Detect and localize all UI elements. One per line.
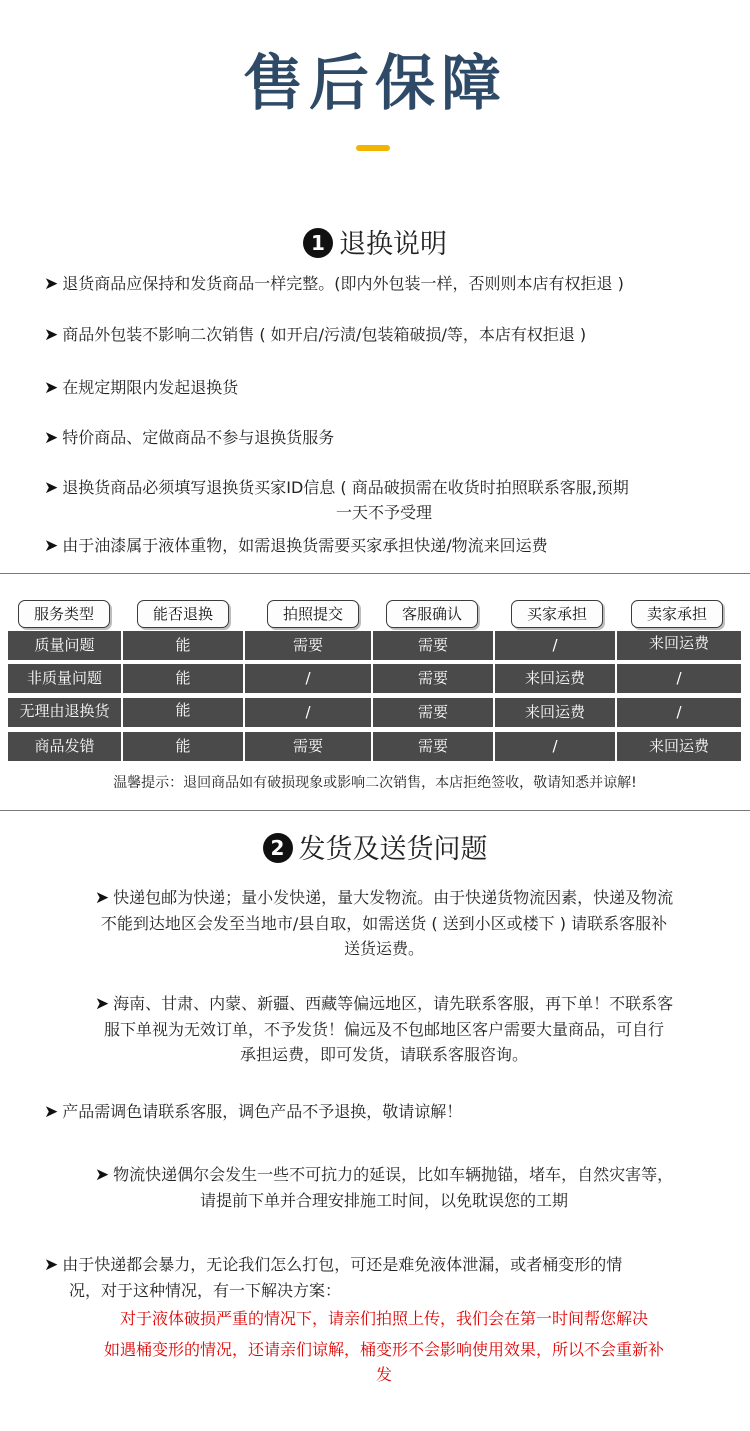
table-cell: / xyxy=(617,664,741,693)
table-cell: 来回运费 xyxy=(495,698,615,727)
arrow-icon: ➤ xyxy=(44,428,59,448)
section2-heading xyxy=(0,827,750,866)
table-header-returnable: 能否退换 xyxy=(137,600,229,628)
table-cell: 商品发错 xyxy=(8,732,121,761)
section1-bullet-5-continued: 一天不予受理 xyxy=(335,503,432,522)
arrow-icon: ➤ xyxy=(44,378,59,398)
arrow-icon: ➤ xyxy=(94,888,110,908)
table-cell: / xyxy=(617,698,741,727)
arrow-icon: ➤ xyxy=(44,274,59,294)
arrow-icon: ➤ xyxy=(94,994,110,1014)
table-cell: 需要 xyxy=(245,631,371,660)
divider xyxy=(0,573,750,574)
section1-bullet-5: ➤ 退换货商品必须填写退换货买家ID信息 ( 商品破损需在收货时拍照联系客服,预期 xyxy=(44,475,724,501)
table-cell: 需要 xyxy=(373,732,493,761)
section2-title: 发货及送货问题 xyxy=(298,834,488,865)
table-header-seller-pays: 卖家承担 xyxy=(631,600,723,628)
section1-bullet-4: ➤ 特价商品、定做商品不参与退换货服务 xyxy=(44,425,724,451)
section2-paragraph-2: ➤ 海南、甘肃、内蒙、新疆、西藏等偏远地区，请先联系客服，再下单！不联系客 服下单视为无效订单，不予发货！偏远及不包邮地区客户需要大量商品，可自行 承担运费，即可发货，请联系客服咨询。 xyxy=(94,994,674,1064)
section2-solutions: 对于液体破损严重的情况下，请亲们拍照上传，我们会在第一时间帮您解决 如遇桶变形的情况，还请亲们谅解，桶变形不会影响使用效果，所以不会重新补 发 xyxy=(103,1309,664,1384)
table-header-cs-confirm: 客服确认 xyxy=(386,600,478,628)
table-cell: / xyxy=(495,631,615,660)
table-tip: 温馨提示：退回商品如有破损现象或影响二次销售，本店拒绝签收，敬请知悉并谅解! xyxy=(113,775,637,791)
table-cell: 质量问题 xyxy=(8,631,121,660)
page-title: 售后保障 xyxy=(243,49,507,119)
table-cell: / xyxy=(245,698,371,727)
section1-heading xyxy=(0,222,750,261)
table-cell: 能 xyxy=(123,698,243,727)
table-cell: 需要 xyxy=(373,631,493,660)
table-cell: 来回运费 xyxy=(495,664,615,693)
table-header-service-type: 服务类型 xyxy=(18,600,110,628)
section1-bullet-2: ➤ 商品外包装不影响二次销售 ( 如开启/污渍/包装箱破损/等，本店有权拒退 ) xyxy=(44,322,724,348)
section2-paragraph-4: ➤ 物流快递偶尔会发生一些不可抗力的延误，比如车辆抛锚，堵车，自然灾害等， 请提前下单并合理安排施工时间，以免耽误您的工期 xyxy=(94,1165,674,1210)
section2-paragraph-3: ➤ 产品需调色请联系客服，调色产品不予退换，敬请谅解！ xyxy=(44,1099,724,1125)
table-cell: 能 xyxy=(123,631,243,660)
section1-bullet-1: ➤ 退货商品应保持和发货商品一样完整。(即内外包装一样，否则则本店有权拒退 ) xyxy=(44,271,724,297)
table-cell: 需要 xyxy=(373,664,493,693)
title-underline xyxy=(356,145,390,151)
divider xyxy=(0,810,750,811)
section1-bullet-6: ➤ 由于油漆属于液体重物，如需退换货需要买家承担快递/物流来回运费 xyxy=(44,533,724,559)
table-cell: 非质量问题 xyxy=(8,664,121,693)
arrow-icon: ➤ xyxy=(44,536,59,556)
section2-number-badge: 2 xyxy=(263,833,293,863)
table-cell: / xyxy=(495,732,615,761)
table-cell: 需要 xyxy=(245,732,371,761)
table-cell: / xyxy=(245,664,371,693)
table-cell: 能 xyxy=(123,732,243,761)
table-header-buyer-pays: 买家承担 xyxy=(511,600,603,628)
table-header-photo: 拍照提交 xyxy=(267,600,359,628)
section1-title: 退换说明 xyxy=(339,229,447,260)
table-cell: 来回运费 xyxy=(617,631,741,660)
table-cell: 需要 xyxy=(373,698,493,727)
table-cell: 无理由退换货 xyxy=(8,698,121,727)
arrow-icon: ➤ xyxy=(44,1102,59,1122)
section2-paragraph-5: ➤ 由于快递都会暴力，无论我们怎么打包，可还是难免液体泄漏，或者桶变形的情 况，对于这种情况，有一下解决方案： xyxy=(44,1255,623,1300)
section1-number-badge: 1 xyxy=(303,228,333,258)
table-cell: 能 xyxy=(123,664,243,693)
arrow-icon: ➤ xyxy=(44,1255,59,1275)
arrow-icon: ➤ xyxy=(44,478,59,498)
section2-paragraph-1: ➤ 快递包邮为快递；量小发快递，量大发物流。由于快递货物流因素，快递及物流 不能到达地区会发至当地市/县自取，如需送货 ( 送到小区或楼下 ) 请联系客服补 送货运费。 xyxy=(94,888,674,958)
section1-bullet-3: ➤ 在规定期限内发起退换货 xyxy=(44,375,724,401)
table-cell: 来回运费 xyxy=(617,732,741,761)
arrow-icon: ➤ xyxy=(44,325,59,345)
arrow-icon: ➤ xyxy=(94,1165,110,1185)
